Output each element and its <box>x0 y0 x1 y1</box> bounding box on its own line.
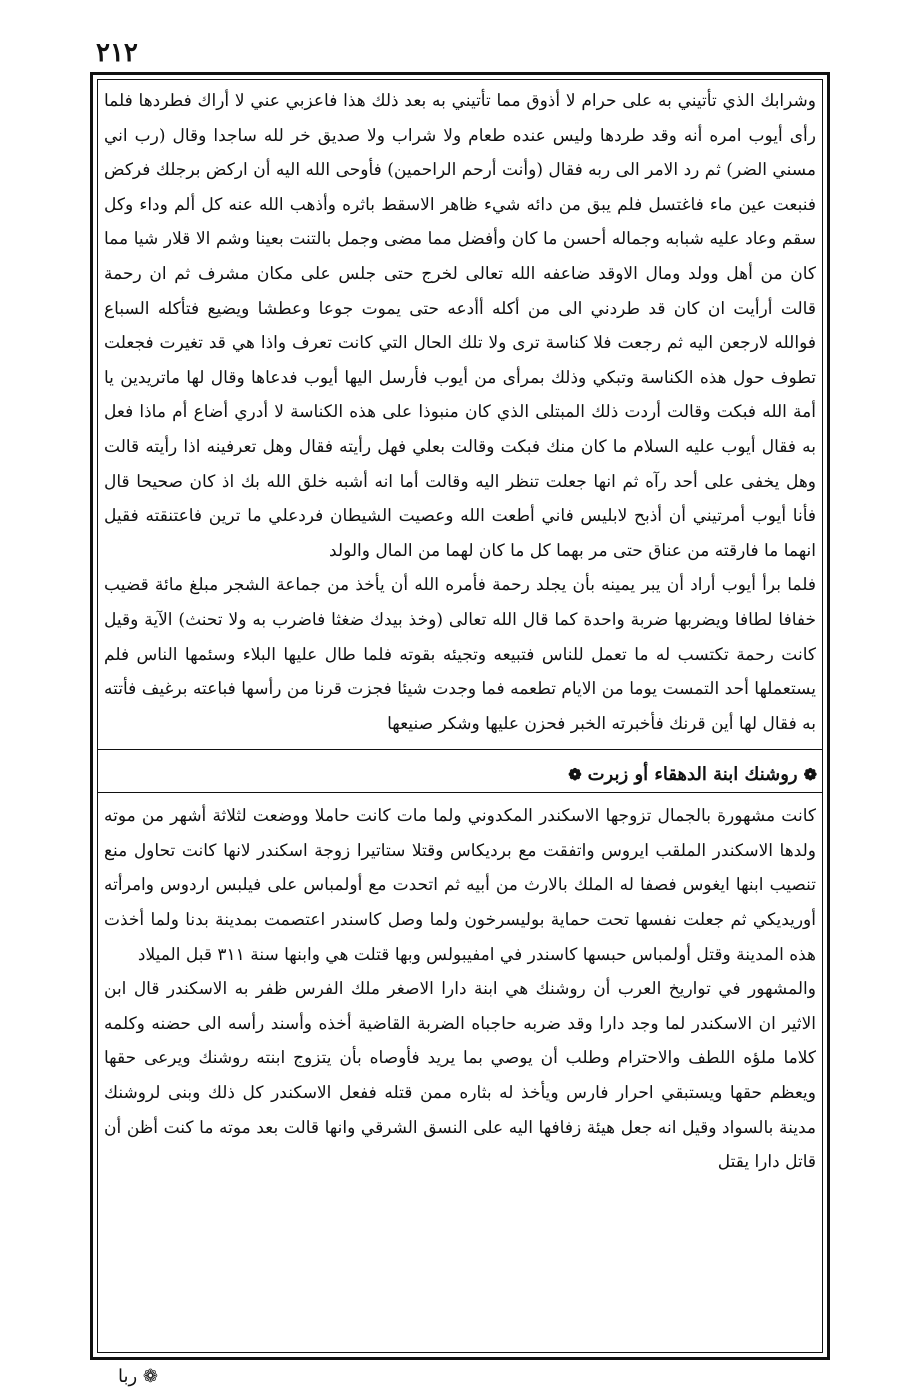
section-heading-text: روشنك ابنة الدهقاء أو زبرت <box>587 764 798 786</box>
divider-line <box>97 749 823 750</box>
ornament-icon: ❁ <box>803 765 817 785</box>
catchword <box>118 1366 158 1387</box>
section-heading-band <box>97 749 823 793</box>
paragraph-ayyub-oath: فلما برأ أيوب أراد أن يبر يمينه بأن يجلد رحمة فأمره الله أن يأخذ من جماعة الشجر مبلغ مائة قضيب خفافا لطافا ويضربها ضربة واحدة كما قال الله تعالى (وخذ بيدك ضغثا فاضرب به ولا تحنث) الآية وقيل كانت رحمة تكتسب له ما تعمل للناس فتبيعه وتجيئه بقوته فلما طال عليها البلاء وسئمها الناس فلم يستعملها أحد التمست يوما من الايام تطعمه فما وجدت شيئا فجزت قرنا من رأسها فباعته برغيف فأتته به فقال لها أين قرنك فأخبرته الخبر فحزن عليها وشكر صنيعها <box>104 575 816 734</box>
catchword-text: ربا <box>118 1366 138 1387</box>
divider-line <box>97 792 823 793</box>
page-body <box>104 84 816 1180</box>
paragraph-ayyub-story: وشرابك الذي تأتيني به على حرام لا أذوق مما تأتيني به بعد ذلك هذا فاعزبي عني لا أراك فطردها فلما رأى أيوب امره أنه وقد طردها وليس عنده طعام ولا شراب ولا صديق خر لله ساجدا وقال (رب اني مسني الضر) ثم رد الامر الى ربه فقال (وأنت أرحم الراحمين) فأوحى الله اليه أن اركض برجلك فركض فنبعت عين ماء فاغتسل فلم يبق من دائه شيء ظاهر الاسقط باثره وأذهب الله عنه كل ألم وداء وكل سقم وعاد عليه شبابه وجماله أحسن ما كان وأفضل مما مضى وجمل بالتنت بعينا وشم الا قلار شيا مما كان من أهل وولد ومال الاوقد ضاعفه الله تعالى لخرج حتى جلس على مكان مشرف ثم ان رحمة قالت أرأيت ان كان قد طردني الى من أكله أأدعه حتى يموت جوعا وعطشا ويضيع فتأكله السباع فوالله لارجعن اليه ثم رجعت فلا كناسة ترى ولا تلك الحال التي كانت تعرف واذا هي قد تغيرت فجعلت تطوف حول هذه الكناسة وتبكي وذلك بمرأى من أيوب فأرسل اليها أيوب فدعاها وقال لها ماتريدين يا أمة الله فبكت وقالت أردت ذلك المبتلى الذي كان منبوذا على هذه الكناسة لا أدري أضاع أم ماذا فعل به فقال أيوب عليه السلام ما كان منك فبكت وقالت بعلي فهل رأيته فقال وهل تعرفينه اذا رأيته قالت وهل يخفى على أحد رآه ثم انها جعلت تنظر اليه وقالت أما انه أشبه خلق الله بك اذ كان صحيحا قال فأنا أيوب أمرتيني أن أذبح لابليس فاني أطعت الله وعصيت الشيطان فردعلي ما ترين فاعتنقته فقيل انهما ما فارقته من عناق حتى مر بهما كل ما كان لهما من المال والولد <box>104 91 816 561</box>
paragraph-roxana-arab-sources: والمشهور في تواريخ العرب أن روشنك هي ابنة دارا الاصغر ملك الفرس ظفر به الاسكندر قال ابن الاثير ان الاسكندر لما وجد دارا وقد ضربه حاجباه الضربة القاضية أخذه وأسند رأسه الى حضنه وكلمه كلاما ملؤه اللطف والاحترام وطلب أن يوصي بما يريد فأوصاه بأن يتزوج ابنته روشنك ويرعى حقها ويعظم حقها ويستبقي احرار فارس ويأخذ له بثاره ممن قتله ففعل الاسكندر كل ذلك وبنى لروشنك مدينة بالسواد وقيل انه جعل هيئة زفافها اليه على النسق الشرقي وانها قالت بعد موته ما كنت أظن أن قاتل دارا يقتل <box>104 979 816 1173</box>
ornament-icon: ❁ <box>142 1366 159 1387</box>
paragraph-roxana-history: كانت مشهورة بالجمال تزوجها الاسكندر المكدوني ولما مات كانت حاملا ووضعت لثلاثة أشهر من موته ولدها الاسكندر الملقب ايروس واتفقت مع برديكاس وقتلا ستاتيرا زوجة اسكندر لانها كانت تحاول منع تنصيب ابنها ايغوس فصفا له الملك بالارث من أبيه ثم اتحدت مع أولمباس على فيلبس اردوس وامرأته أوريديكي ثم جعلت نفسها تحت حماية بوليسرخون ولما وصل كاسندر اعتصمت بمدينة بدنا ولما أخذت هذه المدينة وقتل أولمباس حبسها كاسندر في امفيبولس وبها قتلت هي وابنها سنة ٣١١ قبل الميلاد <box>104 806 816 965</box>
page-number: ٢١٢ <box>96 38 138 68</box>
ornament-icon: ❁ <box>568 765 582 785</box>
section-heading <box>97 758 823 793</box>
